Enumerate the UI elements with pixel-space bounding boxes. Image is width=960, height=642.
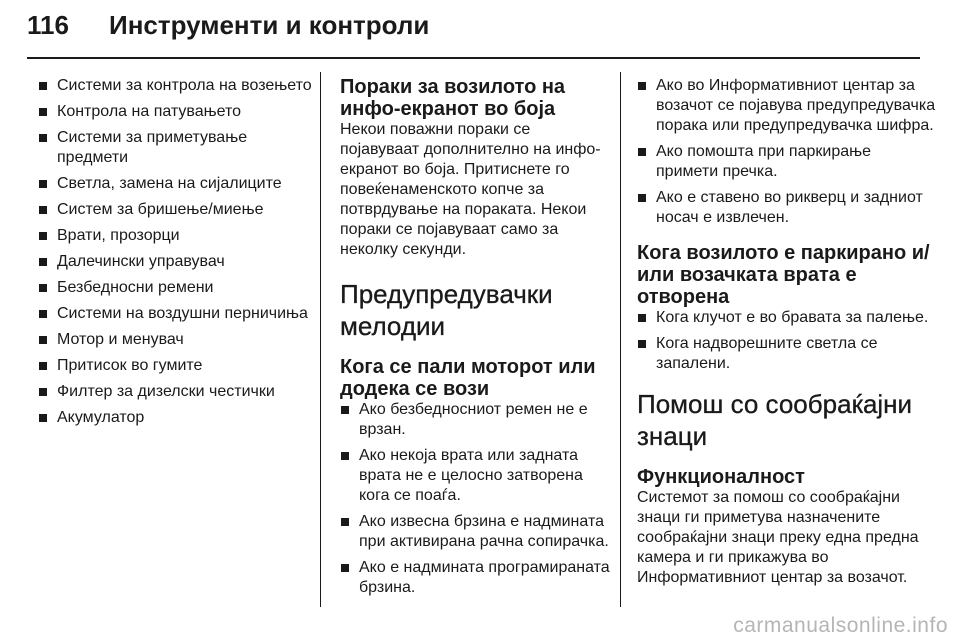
vehicle-messages-text: Некои поважни пораки се појавуваат дополнително на инфо-екранот во боја. Притиснете го повеќенаменското копче за потврдување на пораката. Некои пораки се појавуваат само за неколку секунди.	[340, 121, 601, 258]
list-item-text: Акумулатор	[57, 409, 145, 426]
list-item-text: Системи за приметување предмети	[57, 129, 248, 166]
engine-start-list	[340, 400, 612, 598]
list-item	[637, 142, 937, 182]
list-item-text: Филтер за дизелски честички	[57, 383, 275, 400]
list-item	[38, 408, 314, 428]
list-item	[38, 226, 314, 246]
square-bullet-icon	[39, 414, 47, 422]
heading-warning-chimes: Предупредувачки мелодии	[340, 279, 553, 341]
list-item-text: Далечински управувач	[57, 253, 225, 270]
column-1	[38, 76, 314, 434]
square-bullet-icon	[638, 314, 646, 322]
header-divider	[27, 57, 920, 59]
list-item	[38, 330, 314, 350]
list-item	[38, 128, 314, 168]
square-bullet-icon	[39, 134, 47, 142]
heading-traffic-sign-assistant: Помош со сообраќајни знаци	[637, 389, 913, 451]
column-3	[637, 76, 937, 588]
square-bullet-icon	[39, 258, 47, 266]
square-bullet-icon	[39, 284, 47, 292]
column-divider-2	[620, 72, 621, 607]
list-item-text: Ако безбедносниот ремен не е врзан.	[359, 401, 588, 438]
list-item	[340, 446, 612, 506]
list-item-text: Кога надворешните светла се запалени.	[656, 335, 878, 372]
list-item-text: Контрола на патувањето	[57, 103, 242, 120]
square-bullet-icon	[39, 108, 47, 116]
list-item	[38, 252, 314, 272]
page-header	[27, 10, 429, 50]
column-divider-1	[320, 72, 321, 607]
list-item-text: Ако извесна брзина е надмината при активирана рачна сопирачка.	[359, 513, 609, 550]
list-item-text: Ако во Информативниот центар за возачот се појавува предупредувачка порака или предупредувачка шифра.	[656, 77, 936, 134]
list-item	[340, 512, 612, 552]
list-item-text: Ако е ставено во рикверц и задниот носач е извлечен.	[656, 189, 923, 226]
square-bullet-icon	[341, 518, 349, 526]
section-title-vehicle-messages: Пораки за возилото на инфо-екранот во боја	[340, 76, 566, 120]
square-bullet-icon	[341, 452, 349, 460]
list-item	[38, 76, 314, 96]
square-bullet-icon	[39, 180, 47, 188]
square-bullet-icon	[39, 232, 47, 240]
list-item-text: Систем за бришење/миење	[57, 201, 264, 218]
list-item	[38, 174, 314, 194]
list-item-text: Врати, прозорци	[57, 227, 180, 244]
section-title-engine-start: Кога се пали моторот или додека се вози	[340, 356, 596, 400]
list-item-text: Системи за контрола на возењето	[57, 77, 312, 94]
square-bullet-icon	[39, 82, 47, 90]
square-bullet-icon	[39, 336, 47, 344]
square-bullet-icon	[39, 388, 47, 396]
square-bullet-icon	[341, 564, 349, 572]
list-item-text: Притисок во гумите	[57, 357, 203, 374]
list-item	[38, 356, 314, 376]
list-item-text: Системи на воздушни перничиња	[57, 305, 308, 322]
topic-list	[38, 76, 314, 428]
section-title-functionality: Функционалност	[637, 466, 805, 488]
list-item-text: Мотор и менувач	[57, 331, 184, 348]
parked-list	[637, 308, 937, 374]
list-item	[38, 382, 314, 402]
list-item	[637, 188, 937, 228]
warning-list	[637, 76, 937, 228]
list-item	[38, 102, 314, 122]
square-bullet-icon	[638, 148, 646, 156]
list-item	[340, 558, 612, 598]
square-bullet-icon	[39, 362, 47, 370]
list-item-text: Кога клучот е во бравата за палење.	[656, 309, 929, 326]
square-bullet-icon	[638, 340, 646, 348]
section-title-parked: Кога возилото е паркирано и/ или возачката врата е отворена	[637, 242, 930, 308]
list-item	[637, 334, 937, 374]
list-item	[637, 76, 937, 136]
square-bullet-icon	[341, 406, 349, 414]
list-item-text: Ако некоја врата или задната врата не е целосно затворена кога се поаѓа.	[359, 447, 583, 504]
list-item-text: Светла, замена на сијалиците	[57, 175, 282, 192]
column-2	[340, 76, 612, 604]
list-item	[340, 400, 612, 440]
page-number: 116	[27, 10, 69, 40]
watermark: carmanualsonline.info	[733, 614, 948, 637]
list-item	[38, 200, 314, 220]
square-bullet-icon	[39, 206, 47, 214]
square-bullet-icon	[638, 194, 646, 202]
square-bullet-icon	[638, 82, 646, 90]
list-item-text: Безбедносни ремени	[57, 279, 214, 296]
list-item	[38, 278, 314, 298]
list-item-text: Ако е надмината програмираната брзина.	[359, 559, 610, 596]
functionality-text: Системот за помош со сообраќајни знаци ги приметува назначените сообраќајни знаци преку една предна камера и ги прикажува во Информативниот центар за возачот.	[637, 489, 919, 586]
list-item-text: Ако помошта при паркирање примети пречка.	[656, 143, 872, 180]
square-bullet-icon	[39, 310, 47, 318]
list-item	[38, 304, 314, 324]
list-item	[637, 308, 937, 328]
page-title: Инструменти и контроли	[109, 10, 430, 40]
